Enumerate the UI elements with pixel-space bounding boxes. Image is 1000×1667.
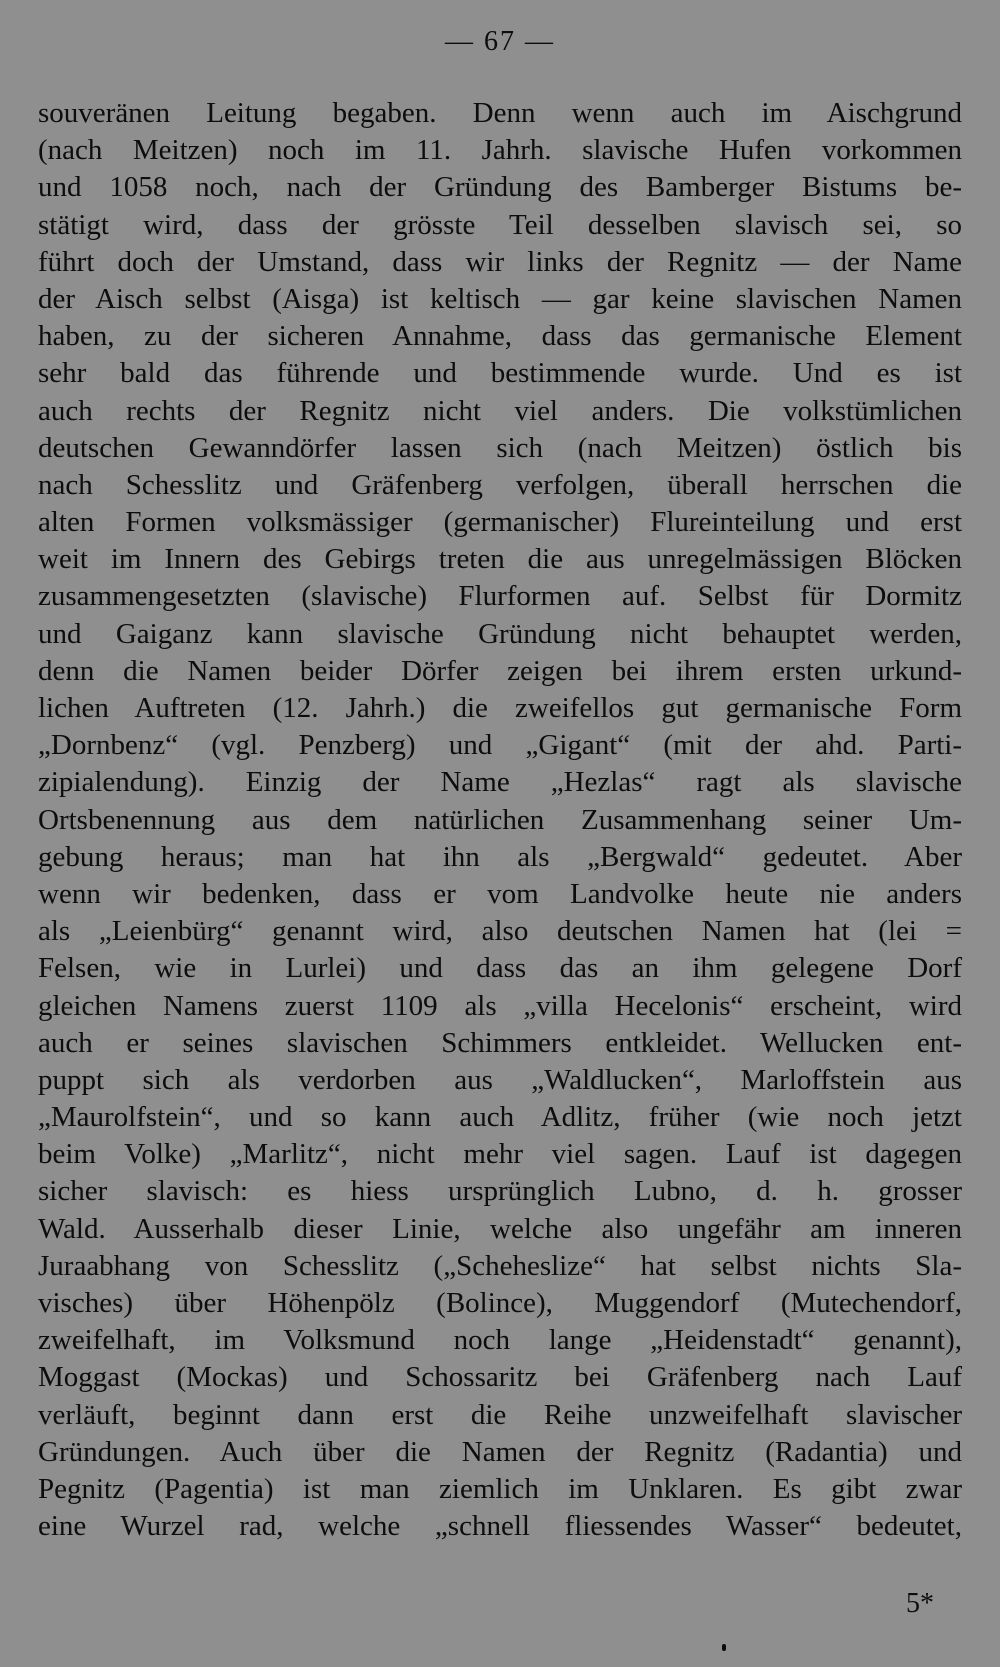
ink-speck (722, 1644, 726, 1651)
text-line: und Gaiganz kann slavische Gründung nicht behauptet werden, (38, 617, 962, 650)
text-line: (nach Meitzen) noch im 11. Jahrh. slavische Hufen vorkommen (38, 134, 962, 167)
text-line: zusammengesetzten (slavische) Flurformen auf. Selbst für Dormitz (38, 580, 962, 613)
text-line: als „Leienbürg“ genannt wird, also deutschen Namen hat (lei = (38, 915, 962, 948)
page-number: — 67 — (445, 26, 555, 57)
text-line: „Maurolfstein“, und so kann auch Adlitz, früher (wie noch jetzt (38, 1101, 962, 1134)
text-line: Moggast (Mockas) und Schossaritz bei Gräfenberg nach Lauf (38, 1361, 962, 1394)
text-line: puppt sich als verdorben aus „Waldlucken“, Marloffstein aus (38, 1063, 962, 1096)
text-line: nach Schesslitz und Gräfenberg verfolgen, überall herrschen die (38, 468, 962, 501)
text-line: führt doch der Umstand, dass wir links der Regnitz — der Name (38, 245, 962, 278)
text-line: beim Volke) „Marlitz“, nicht mehr viel sagen. Lauf ist dagegen (38, 1138, 962, 1171)
text-line: stätigt wird, dass der grösste Teil desselben slavisch sei, so (38, 208, 962, 241)
text-line: sicher slavisch: es hiess ursprünglich Lubno, d. h. grosser (38, 1175, 962, 1208)
text-line: auch rechts der Regnitz nicht viel anders. Die volkstümlichen (38, 394, 962, 427)
text-line: deutschen Gewanndörfer lassen sich (nach Meitzen) östlich bis (38, 431, 962, 464)
text-line: gebung heraus; man hat ihn als „Bergwald“ gedeutet. Aber (38, 840, 962, 873)
text-line: Pegnitz (Pagentia) ist man ziemlich im Unklaren. Es gibt zwar (38, 1472, 962, 1505)
text-line: verläuft, beginnt dann erst die Reihe unzweifelhaft slavischer (38, 1398, 962, 1431)
text-line: und 1058 noch, nach der Gründung des Bamberger Bistums be- (38, 171, 962, 204)
text-line: gleichen Namens zuerst 1109 als „villa Hecelonis“ erscheint, wird (38, 989, 962, 1022)
text-line: souveränen Leitung begaben. Denn wenn auch im Aischgrund (38, 97, 962, 129)
text-line: Gründungen. Auch über die Namen der Regnitz (Radantia) und (38, 1435, 962, 1468)
text-line: Juraabhang von Schesslitz („Scheheslize“ hat selbst nichts Sla- (38, 1249, 962, 1282)
text-line: lichen Auftreten (12. Jahrh.) die zweifellos gut germanische Form (38, 692, 962, 724)
text-line: sehr bald das führende und bestimmende wurde. Und es ist (38, 357, 962, 390)
signature-mark: 5* (906, 1588, 934, 1619)
text-line: visches) über Höhenpölz (Bolince), Muggendorf (Mutechendorf, (38, 1287, 962, 1319)
text-line: eine Wurzel rad, welche „schnell fliessendes Wasser“ bedeutet, (38, 1510, 962, 1543)
text-line: denn die Namen beider Dörfer zeigen bei ihrem ersten urkund- (38, 654, 962, 687)
text-line: auch er seines slavischen Schimmers entkleidet. Wellucken ent- (38, 1026, 962, 1059)
text-line: Ortsbenennung aus dem natürlichen Zusammenhang seiner Um- (38, 803, 962, 836)
text-line: weit im Innern des Gebirgs treten die aus unregelmässigen Blöcken (38, 543, 962, 576)
text-line: Felsen, wie in Lurlei) und dass das an ihm gelegene Dorf (38, 952, 962, 985)
text-line: „Dornbenz“ (vgl. Penzberg) und „Gigant“ (mit der ahd. Parti- (38, 729, 962, 762)
text-line: Wald. Ausserhalb dieser Linie, welche also ungefähr am inneren (38, 1212, 962, 1245)
text-line: wenn wir bedenken, dass er vom Landvolke heute nie anders (38, 877, 962, 910)
text-line: zweifelhaft, im Volksmund noch lange „Heidenstadt“ genannt), (38, 1324, 962, 1357)
body-text (38, 95, 962, 1545)
text-line: haben, zu der sicheren Annahme, dass das germanische Element (38, 320, 962, 353)
text-line: der Aisch selbst (Aisga) ist keltisch — gar keine slavischen Namen (38, 282, 962, 315)
text-line: zipialendung). Einzig der Name „Hezlas“ ragt als slavische (38, 766, 962, 799)
text-line: alten Formen volksmässiger (germanischer) Flureinteilung und erst (38, 506, 962, 539)
